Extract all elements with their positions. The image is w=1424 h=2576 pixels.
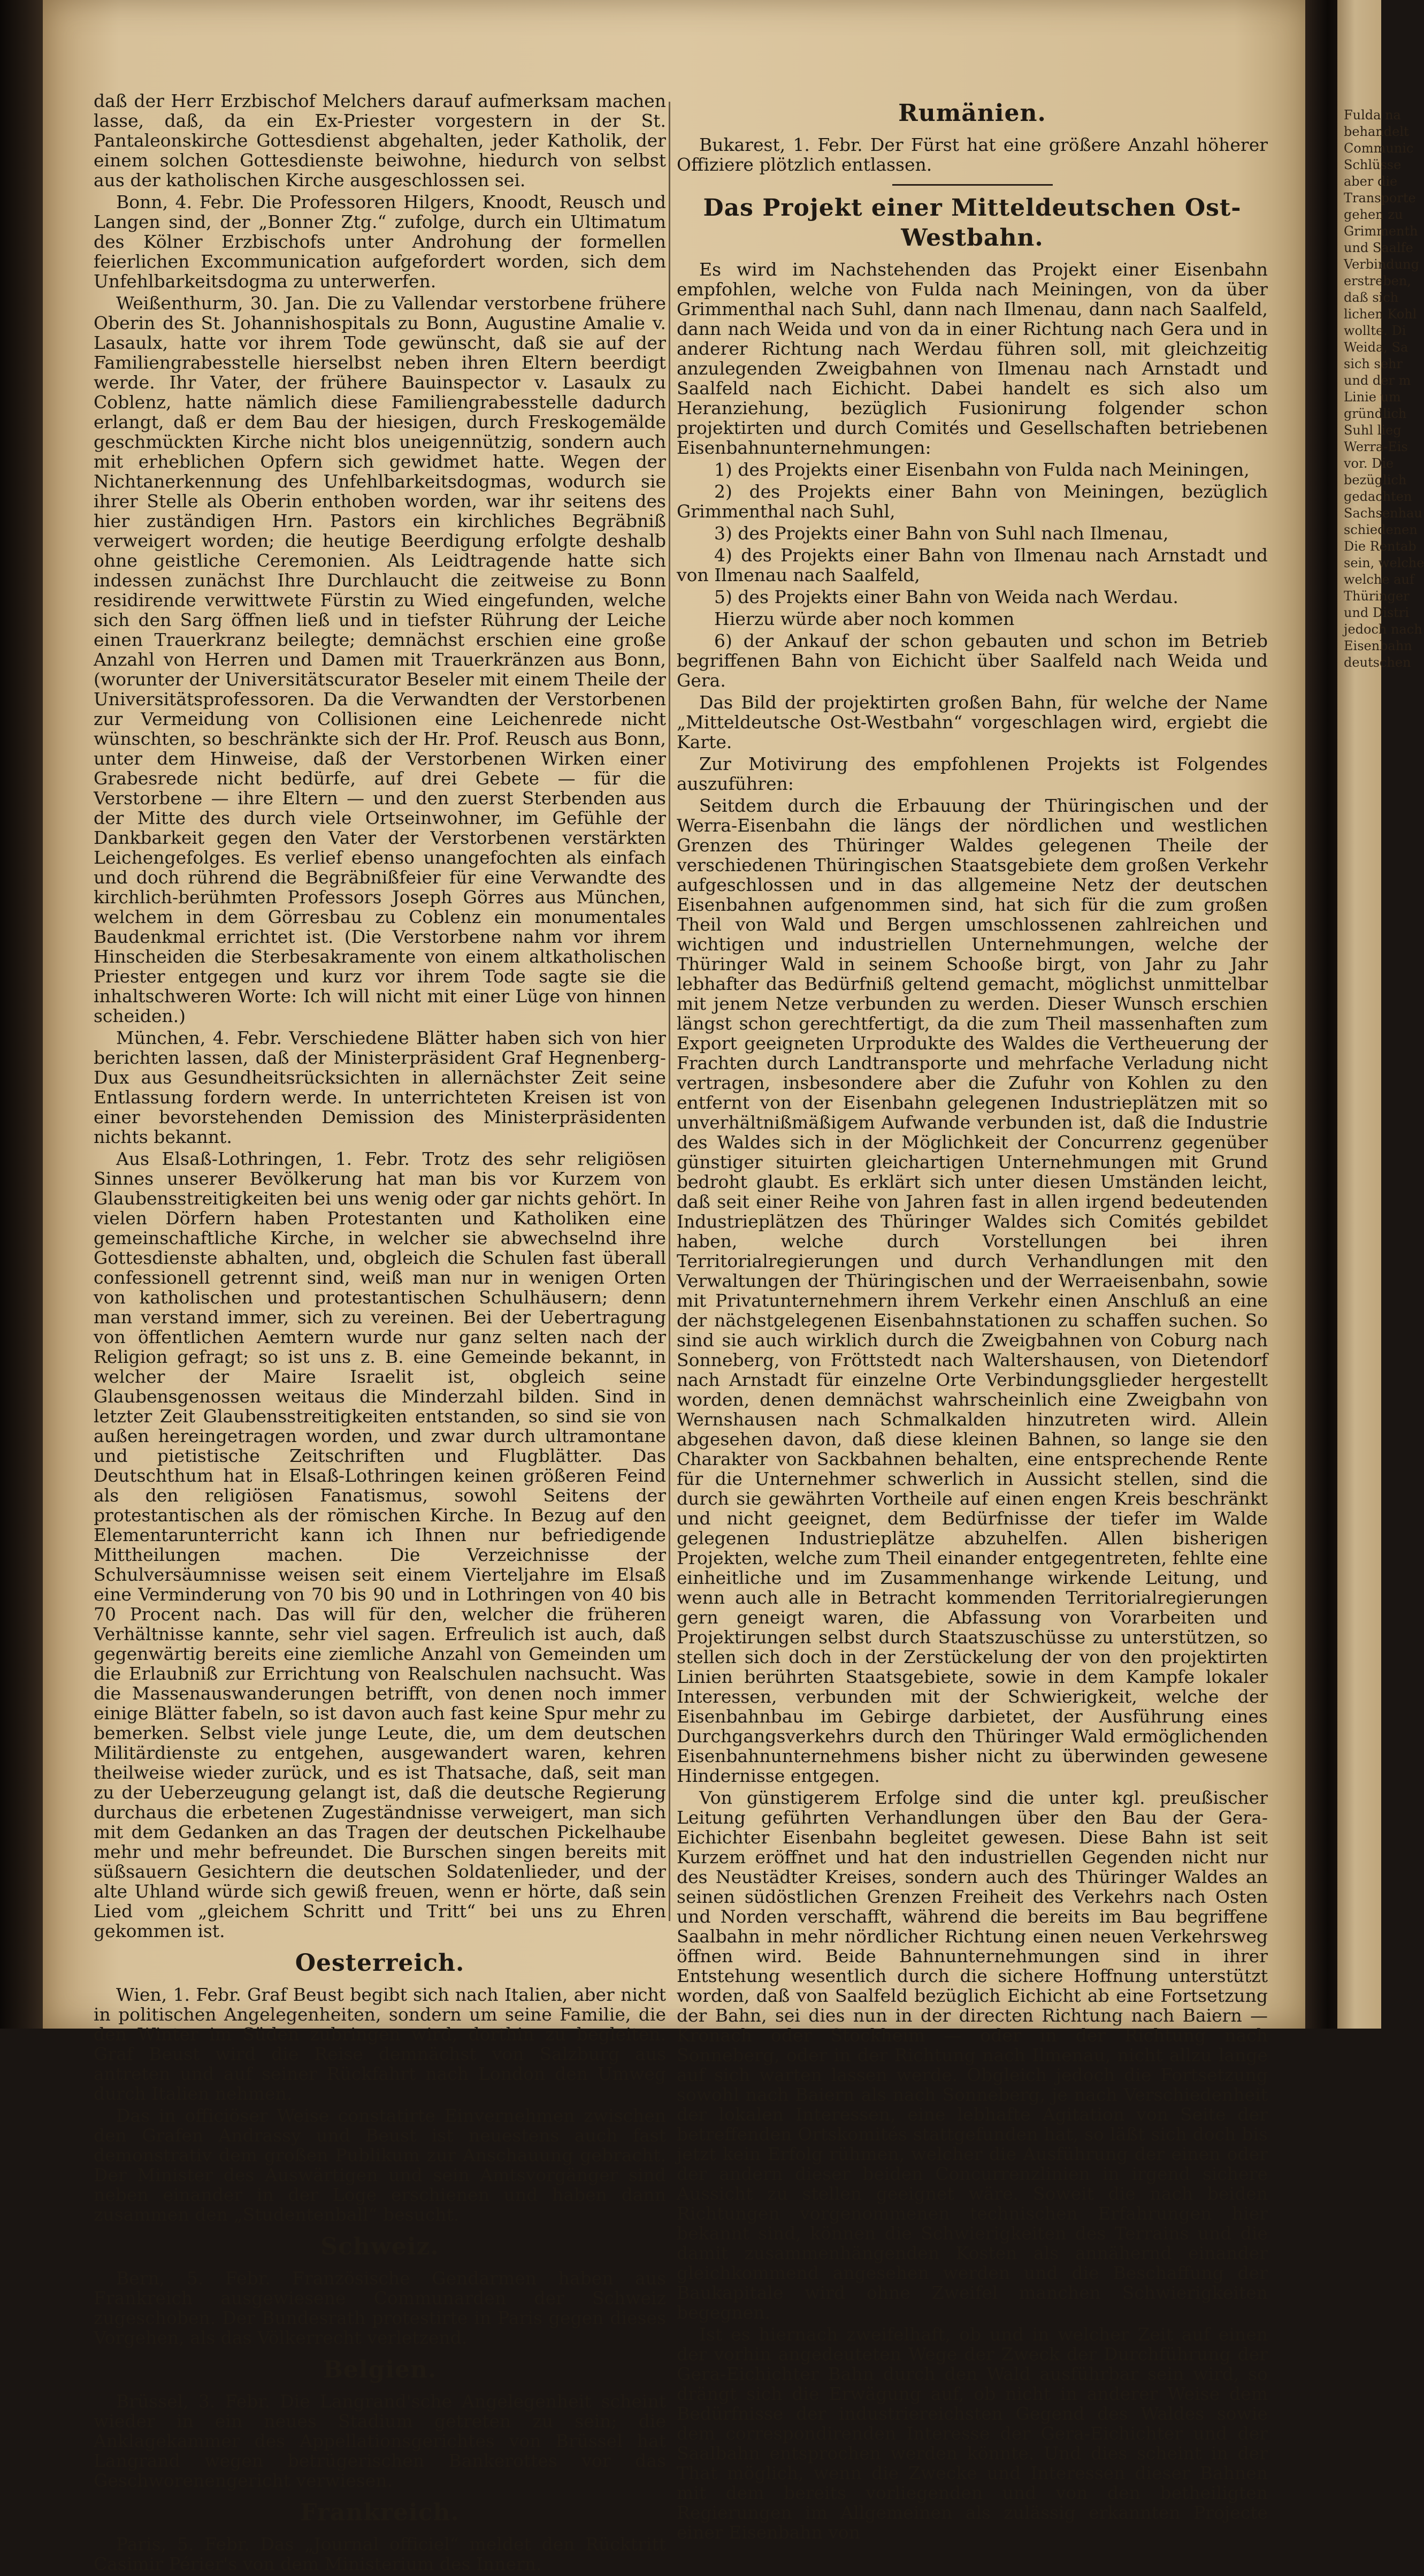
article-paragraph: Zur Motivirung des empfohlenen Projekts ist Folgendes auszuführen: [677,753,1268,794]
section-heading-frankreich: Frankreich. [300,2499,460,2526]
article-paragraph: Seitdem durch die Erbauung der Thüringischen und der Werra-Eisenbahn die längs der nördlichen und westlichen Grenzen des Thüringer Waldes gelegenen Theile der verschiedenen Thüringischen Staatsgebiete dem großen Verkehr aufgeschlossen und in das allgemeine Netz der deutschen Eisenbahnen aufgenommen sind, hat sich für die zum großen Theil von Wald und Bergen umschlossenen zahlreichen und wichtigen und industriellen Unternehmungen, welche der Thüringer Wald in seinem Schooße birgt, von Jahr zu Jahr lebhafter das Bedürfniß geltend gemacht, möglichst unmittelbar mit jenem Netze verbunden zu werden. Dieser Wunsch erschien längst schon gerechtfertigt, da die zum Theil massenhaften zum Export geeigneten Urprodukte des Waldes die Vertheuerung der Frachten durch Landtransporte und mehrfache Verladung nicht vertragen, insbesondere aber die Zufuhr von Kohlen zu den entfernt von der Eisenbahn gelegenen Industrieplätzen mit so unverhältnißmäßigem Aufwande verbunden ist, daß die Industrie des Waldes sich in der Möglichkeit der Concurrenz gegenüber günstiger situirten gleichartigen Unternehmungen mit Grund bedroht glaubt. Es erklärt sich unter diesen Umständen leicht, daß seit einer Reihe von Jahren fast in allen irgend bedeutenden Industrieplätzen des Thüringer Waldes sich Comités gebildet haben, welche durch Vorstellungen bei ihren Territorialregierungen und durch Verhandlungen mit den Verwaltungen der Thüringischen und der Werraeisenbahn, sowie mit Privatunternehmern ihrem Verkehr einen Anschluß an eine der nächstgelegenen Eisenbahnstationen zu schaffen suchen. So sind sie auch wirklich durch die Zweigbahnen von Coburg nach Sonneberg, von Fröttstedt nach Waltershausen, von Dietendorf nach Arnstadt für einzelne Orte Verbindungsglieder hergestellt worden, denen demnächst wahrscheinlich eine Zweigbahn von Wernshausen nach Schmalkalden hinzutreten wird. Allein abgesehen davon, daß diese kleinen Bahnen, so lange sie den Charakter von Sackbahnen behalten, eine entsprechende Rente für die Unternehmer schwerlich in Aussicht stellen, sind die durch sie gewährten Vortheile auf einen engen Kreis beschränkt und nicht geeignet, dem Bedürfnisse der tiefer im Walde gelegenen Industrieplätze abzuhelfen. Allen bisherigen Projekten, welche zum Theil einander entgegentreten, fehlte eine einheitliche und im Zusammenhange wirkende Leitung, und wenn auch alle in Betracht kommenden Territorialregierungen gern geneigt waren, die Abfassung von Vorarbeiten und Projektirungen selbst durch Staatszuschüsse zu unterstützen, so stellen sich doch in der Zerstückelung der von den projektirten Linien berührten Staatsgebiete, sowie in dem Kampfe lokaler Interessen, verbunden mit der Schwierigkeit, welche der Eisenbahnbau im Gebirge darbietet, der Ausführung eines Durchgangsverkehrs durch den Thüringer Wald ermöglichenden Eisenbahnunternehmens bisher nicht zu überwinden gewesene Hindernisse entgegen. [677,795,1268,1786]
section-heading-rumaenien: Rumänien. [898,100,1046,127]
article-paragraph: München, 4. Febr. Verschiedene Blätter haben sich von hier berichten lassen, daß der Ministerpräsident Graf Hegnenberg-Dux aus Gesundheitsrücksichten in allernächster Zeit seine Entlassung fordern werde. In unterrichteten Kreisen ist von einer bevorstehenden Demission des Ministerpräsidenten nichts bekannt. [94,1027,666,1147]
column-divider [669,102,670,1921]
fragment-line: erstreben, [1344,273,1411,288]
fragment-line: wollte. Di [1344,323,1406,338]
fragment-line: bezüglich [1344,472,1407,487]
fragment-line: Sachsenhau [1344,506,1422,521]
article-paragraph: Ist es hiernach zweifelhaft, ob und in welcher Zeit auf einen der vorhin angedeuteten Wege der Zweck der Durchführung der Gera-Eichichter Bahn durch den Wald ausführbar sein wird, so drängt sich die Erwägung auf, ob nicht in anderer Weise dem Bedürfnisse der industriereichsten Gegend des Waldes sowie dem correspondirenden Interesse der Gera-Eichichter und der Saalbahn entsprochen werden könnte. Und dies scheint in der That möglich, wenn die Zwecke und Interessen dieser Bahnen mit dem bereits vorliegenden und von den betheiligten Regierungen im Allgemeinen als zulässig erkannten Projecte einer Eisenbahn von [677,2324,1268,2543]
fragment-line: Eisenbahn [1344,638,1412,653]
article-paragraph: Bonn, 4. Febr. Die Professoren Hilgers, Knoodt, Reusch und Langen sind, der „Bonner Ztg.“ zufolge, durch ein Ultimatum des Kölner Erzbischofs unter Androhung der formellen feierlichen Excommunication aufgefordert worden, sich dem Unfehlbarkeitsdogma zu unterwerfen. [94,192,666,292]
fragment-line: sich sehr [1344,356,1403,371]
list-item: 1) des Projekts einer Eisenbahn von Fulda nach Meiningen, [714,459,1250,480]
project-list [677,460,1268,690]
right-column [677,91,1268,2544]
adjacent-page-text [1337,107,1424,671]
fragment-line: schiedenen [1344,522,1418,537]
fragment-line: gehen zu [1344,207,1403,222]
article-paragraph: daß der Herr Erzbischof Melchers darauf aufmerksam machen lasse, daß, da ein Ex-Priester vorgestern in der St. Pantaleonskirche Gottesdienst abgehalten, jeder Katholik, der einem solchen Gottesdienste beiwohne, hiedurch von selbst aus der katholischen Kirche ausgeschlossen sei. [94,90,666,190]
fragment-line: deutschen [1344,655,1411,670]
left-column [94,91,666,2576]
fragment-line: Weida, Sa [1344,340,1408,355]
article-paragraph: Bern, 5. Febr. Französische Gendarmen haben aus Frankreich ausgewiesene Communarden der Schweiz zugeschoben. Der Bundesrath protestirte in Paris gegen dieses Vorgehen, als das Völkerrecht verletzend. [94,2268,666,2348]
fragment-line: Verbindung [1344,257,1419,272]
fragment-line: und der m [1344,373,1411,388]
fragment-line: aber die [1344,174,1398,189]
adjacent-page-edge [1337,0,1424,2029]
fragment-line: Thüringer [1344,589,1410,604]
fragment-line: behandelt [1344,124,1409,139]
list-item: 4) des Projekts einer Bahn von Ilmenau nach Arnstadt und von Ilmenau nach Saalfeld, [677,545,1268,585]
article-paragraph: Von günstigerem Erfolge sind die unter kgl. preußischer Leitung geführten Verhandlungen über den Bau der Gera-Eichichter Eisenbahn begleitet gewesen. Diese Bahn ist seit Kurzem eröffnet und hat den industriellen Gegenden nicht nur des Neustädter Kreises, sondern auch des Thüringer Waldes an seinen südöstlichen Grenzen Freiheit des Verkehrs nach Osten und Norden verschafft, während die bereits im Bau begriffene Saalbahn in mehr nördlicher Richtung einen neuen Verkehrsweg öffnen wird. Beide Bahnunternehmungen sind in ihrer Entstehung wesentlich durch die sichere Hoffnung unterstützt worden, daß von Saalfeld bezüglich Eichicht ab eine Fortsetzung der Bahn, sei dies nun in der directen Richtung nach Baiern — Kronach oder Stockheim — oder in der Richtung nach Sonneberg, oder in der Richtung nach Ilmenau, nicht allzu lange auf sich warten lassen werde. Obgleich jedoch die Fortsetzung sowohl nach Baiern als nach Sonneberg, je nach Verschiedenheit der lokalen Interessen, eine lebhafte Agitation von Seite der betreffenden Ortskomités stattgefunden hat, so läßt sich doch bis jetzt kein Erfolg rühmen, welcher die Ausführung der einen oder der andern dieser beiden Concurrenzlinien in irgend sichere Aussicht zu stellen geeignet wäre. Soweit die nach beiden Richtungen vorgenommenen technischen Erfahrungen hier bekannt sind, können die Schwierigkeiten des Terrains und die damit zusammenhängenden Kosten als annähernd einander gleichkommend angesehen werden und die Beschaffung der Baukapitale wird ohne Zweifel manchen Schwierigkeiten begegnen. [677,1787,1268,2323]
fragment-line: Grimmenth [1344,224,1418,239]
fragment-line: Schlüsse [1344,157,1402,172]
article-paragraph: Brüssel, 3. Febr. Die Langrand'sche Angelegenheit scheint wieder in ein neues Stadium getreten zu sein; die Anklagekammer des Appellationsgerichtes von Brüssel hat Langrand wegen betrügerischen Bankerottes vor das Geschworenengericht verwiesen. [94,2391,666,2491]
section-heading-belgien: Belgien. [323,2356,437,2383]
fragment-line: Linie um [1344,390,1401,405]
fragment-line: gedachten [1344,489,1412,504]
fragment-line: jedoch nach [1344,622,1422,637]
fragment-line: Werra-Eis [1344,439,1408,454]
fragment-line: Suhl lieg [1344,423,1402,438]
article-paragraph: Weißenthurm, 30. Jan. Die zu Vallendar verstorbene frühere Oberin des St. Johannishospitals zu Bonn, Augustine Amalie v. Lasaulx, hatte vor ihrem Tode gewünscht, daß sie auf der Familiengrabesstelle hierselbst neben ihren Eltern beerdigt werde. Ihr Vater, der frühere Bauinspector v. Lasaulx zu Coblenz, hatte nämlich diese Familiengrabesstelle dadurch erlangt, daß er dem Bau der hiesigen, durch Freskogemälde geschmückten Kirche nicht blos uneigennützig, sondern auch mit erheblichen Opfern sich gewidmet hatte. Wegen der Nichtanerkennung des Unfehlbarkeitsdogmas, wodurch sie ihrer Stelle als Oberin enthoben worden, war ihr seitens des hier zuständigen Hrn. Pastors ein kirchliches Begräbniß verweigert worden; die heutige Beerdigung erfolgte deshalb ohne geistliche Ceremonien. Als Leidtragende hatte sich indessen zunächst Ihre Durchlaucht die zeitweise zu Bonn residirende verwittwete Fürstin zu Wied eingefunden, welche sich den Sarg öffnen ließ und in tiefster Rührung der Leiche einen Trauerkranz beilegte; demnächst erschien eine große Anzahl von Herren und Damen mit Trauerkränzen aus Bonn, (worunter der Universitätscurator Beseler mit einem Theile der Universitätsprofessoren. Da die Verwandten der Verstorbenen zur Vermeidung von Collisionen eine Leichenrede nicht wünschten, so beschränkte sich der Hr. Prof. Reusch aus Bonn, unter dem Hinweise, daß der Verstorbenen Wirken einer Grabesrede nicht bedürfe, auf drei Gebete — für die Verstorbene — ihre Eltern — und den zuerst Sterbenden aus der Mitte des durch viele Ortseinwohner, im Gefühle der Dankbarkeit gegen den Vater der Verstorbenen verstärkten Leichengefolges. Es verlief ebenso unangefochten als einfach und doch rührend die Begräbnißfeier für eine Verwandte des kirchlich-berühmten Professors Joseph Görres aus München, welchem in dem Görresbau zu Coblenz ein monumentales Baudenkmal errichtet ist. (Die Verstorbene nahm vor ihrem Hinscheiden die Sterbesakramente von einem altkatholischen Priester entgegen und kurz vor ihrem Tode sagte sie die inhaltschweren Worte: Ich will nicht mit einer Lüge von hinnen scheiden.) [94,293,666,1026]
section-heading-oesterreich: Oesterreich. [295,1949,465,1977]
article-intro: Es wird im Nachstehenden das Projekt einer Eisenbahn empfohlen, welche von Fulda nach Meiningen, von da über Grimmenthal nach Suhl, dann nach Ilmenau, dann nach Saalfeld, dann nach Weida und von da in einer Richtung nach Gera und in anderer Richtung nach Werdau führen soll, mit gleichzeitig anzulegenden Zweigbahnen von Ilmenau nach Arnstadt und Saalfeld nach Eichicht. Dabei handelt es sich also um Heranziehung, bezüglich Fusionirung folgender schon projektirten und durch Comités und Gesellschaften betriebenen Eisenbahnunternehmungen: [677,259,1268,458]
fragment-line: Die Rentab [1344,539,1417,554]
fragment-line: Communic [1344,141,1414,156]
article-paragraph: Das in officiöser Weise constatirte Einvernehmen zwischen den Grafen Andrassy und Beust ist neuestens auch fast demonstrativ dem großen Publikum zur Anschauung gebracht. Der Minister des Auswärtigen und sein Amtsvorgänger sind neben einander in der Loge erschienen und haben dann zusammen den „Studentenball“ besucht. [94,2105,666,2225]
article-paragraph: Aus Elsaß-Lothringen, 1. Febr. Trotz des sehr religiösen Sinnes unserer Bevölkerung hat man bis vor Kurzem von Glaubensstreitigkeiten bei uns wenig oder gar nichts gehört. In vielen Dörfern haben Protestanten und Katholiken eine gemeinschaftliche Kirche, in welcher sie abwechselnd ihre Gottesdienste abhalten, und, obgleich die Schulen fast überall confessionell getrennt sind, weiß man nur in wenigen Orten von katholischen und protestantischen Schulhäusern; denn man verstand immer, sich zu vereinen. Bei der Uebertragung von öffentlichen Aemtern wurde nur ganz selten nach der Religion gefragt; so ist uns z. B. eine Gemeinde bekannt, in welcher der Maire Israelit ist, obgleich seine Glaubensgenossen weitaus die Minderzahl bilden. Sind in letzter Zeit Glaubensstreitigkeiten entstanden, so sind sie von außen hereingetragen worden, und zwar durch ultramontane und pietistische Zeitschriften und Flugblätter. Das Deutschthum hat in Elsaß-Lothringen keinen größeren Feind als den religiösen Fanatismus, sowohl Seitens der protestantischen als der römischen Kirche. In Bezug auf den Elementarunterricht kann ich Ihnen nur befriedigende Mittheilungen machen. Die Verzeichnisse der Schulversäumnisse weisen seit einem Vierteljahre im Elsaß eine Verminderung von 70 bis 90 und in Lothringen von 40 bis 70 Procent nach. Das will für den, welcher die früheren Verhältnisse kannte, sehr viel sagen. Erfreulich ist auch, daß gegenwärtig bereits eine ziemliche Anzahl von Gemeinden um die Erlaubniß zur Errichtung von Realschulen nachsucht. Was die Massenauswanderungen betrifft, von denen noch immer einige Blätter fabeln, so ist davon auch fast keine Spur mehr zu bemerken. Selbst viele junge Leute, die, um dem deutschen Militärdienste zu entgehen, ausgewandert waren, kehren theilweise wieder zurück, und es ist Thatsache, daß, seit man zu der Ueberzeugung gelangt ist, daß die deutsche Regierung durchaus die erbetenen Zugeständnisse verweigert, man sich mit dem Gedanken an das Tragen der deutschen Pickelhaube mehr und mehr befreundet. Die Burschen singen bereits mit süßsauern Gesichtern die deutschen Soldatenlieder, und der alte Uhland würde sich gewiß freuen, wenn er hörte, daß sein Lied vom „gleichem Schritt und Tritt“ bei uns zu Ehren gekommen ist. [94,1148,666,1941]
list-item: 2) des Projekts einer Bahn von Meiningen, bezüglich Grimmenthal nach Suhl, [677,481,1268,522]
list-item: Hierzu würde aber noch kommen [714,608,1015,629]
fragment-line: und Distri [1344,605,1409,620]
list-item: 6) der Ankauf der schon gebauten und schon im Betrieb begriffenen Bahn von Eichicht über Saalfeld nach Weida und Gera. [677,630,1268,691]
article-paragraph: Bukarest, 1. Febr. Der Fürst hat eine größere Anzahl höherer Offiziere plötzlich entlassen. [677,134,1268,175]
fragment-line: daß sich [1344,290,1399,305]
fragment-line: und Saalfe [1344,240,1413,255]
fragment-line: welche auf [1344,572,1414,587]
article-paragraph: Das Bild der projektirten großen Bahn, für welche der Name „Mitteldeutsche Ost-Westbahn“ vorgeschlagen wird, ergiebt die Karte. [677,692,1268,752]
fragment-line: gründlich [1344,406,1407,421]
list-item: 3) des Projekts einer Bahn von Suhl nach Ilmenau, [714,523,1169,544]
fragment-line: sein, welche [1344,555,1424,570]
section-separator [892,184,1053,186]
article-heading-ost-westbahn: Das Projekt einer Mitteldeutschen Ost-Westbahn. [703,194,1242,251]
article-paragraph: Wien, 1. Febr. Graf Beust begibt sich nach Italien, aber nicht in politischen Angelegenheiten, sondern um seine Familie, die den Winter im Süden zubringen wird, dorthin zu begleiten. Graf Beust wird die Reise demnächst von Salzburg aus antreten und auf seiner Rückfahrt nach London den Umweg durch Italien nehmen. [94,1984,666,2104]
book-spine [0,0,48,2029]
fragment-line: lichen Kohl [1344,307,1417,322]
list-item: 5) des Projekts einer Bahn von Weida nach Werdau. [714,586,1178,607]
fragment-line: vor. Die [1344,456,1394,471]
section-heading-schweiz: Schweiz. [320,2233,439,2260]
fragment-line: Fulda na [1344,108,1401,123]
fragment-line: Transporte [1344,190,1416,205]
article-paragraph: Paris, 5. Febr. Das „Journal officiel“ meldet den Rücktritt Casimir Périer's von dem Ministerium des Innern. [94,2534,666,2574]
